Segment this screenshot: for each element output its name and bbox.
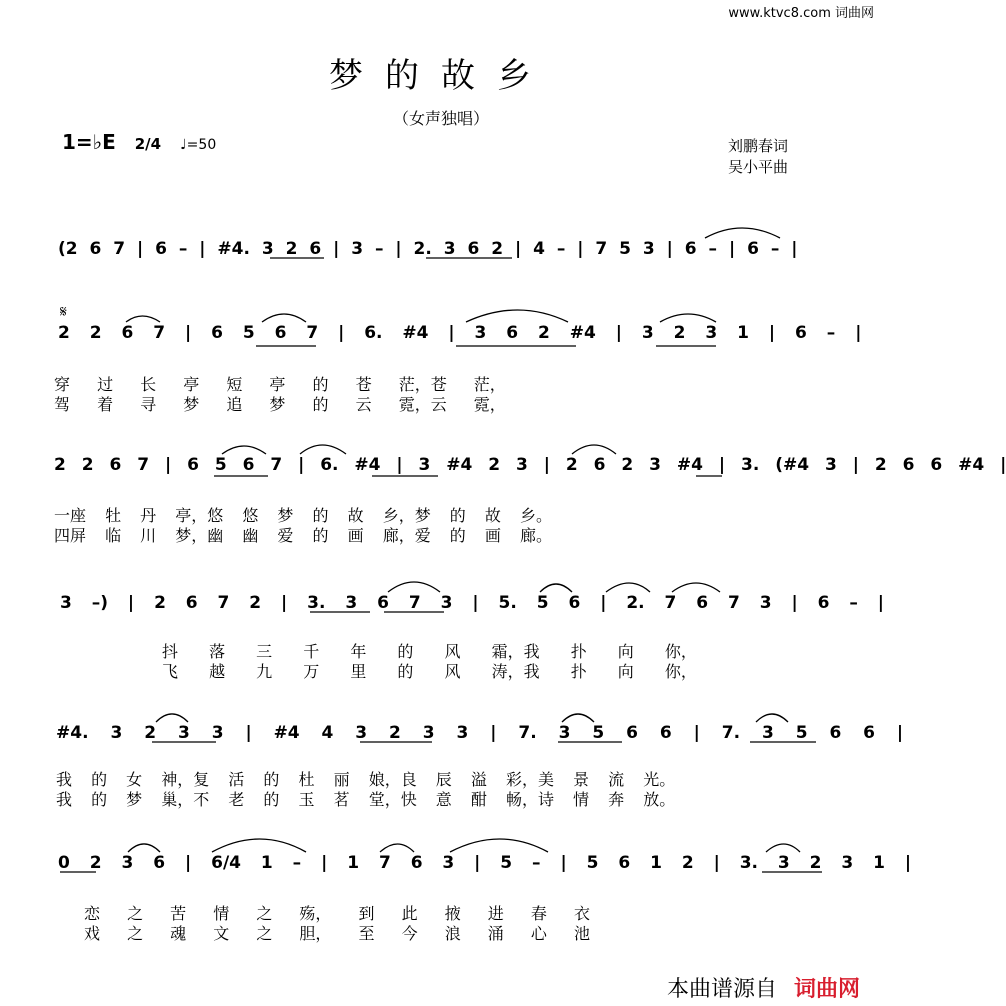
staff-line-4-notes: 3 –) | 2 6 7 2 | 3. 3 6 7 3 | 5. 5 6 | 2. 7 6 7 3 | 6 – | <box>60 593 885 613</box>
watermark-top: www.ktvc8.com 词曲网 <box>728 6 874 21</box>
staff-line-1-notes: (2 6 7 | 6 – | #4. 3 2 6 | 3 – | 2. 3 6 2 | 4 – | 7 5 3 | 6 – | 6 – | <box>58 239 798 259</box>
song-subtitle: （女声独唱） <box>392 109 489 128</box>
source-watermark-brand: 词曲网 <box>793 977 860 1002</box>
lyricist: 刘鹏春词 <box>728 137 789 155</box>
staff-line-5-lyric-2: 我 的 梦 巢，不 老 的 玉 茗 堂，快 意 酣 畅，诗 情 奔 放。 <box>56 790 676 809</box>
staff-line-5-lyric-1: 我 的 女 神，复 活 的 杜 丽 娘，良 辰 溢 彩，美 景 流 光。 <box>56 770 676 789</box>
credits <box>728 136 788 178</box>
composer: 吴小平曲 <box>728 158 789 176</box>
staff-line-3-lyric-1: 一座 牡 丹 亭，悠 悠 梦 的 故 乡，梦 的 故 乡。 <box>54 506 552 525</box>
staff-line-4-lyric-1: 抖 落 三 千 年 的 风 霜，我 扑 向 你， <box>162 642 697 661</box>
staff-line-2-lyric-2: 驾 着 寻 梦 追 梦 的 云 霓，云 霓， <box>54 395 506 414</box>
segno-sign: 𝄋 <box>60 302 67 321</box>
staff-line-6-lyric-1: 恋 之 苦 情 之 殇， 到 此 掖 进 春 衣 <box>84 904 590 923</box>
key-signature-block <box>62 130 216 154</box>
staff-line-3-notes: 2 2 6 7 | 6 5 6 7 | 6. #4 | 3 #4 2 3 | 2 6 2 3 #4 | 3. (#4 3 | 2 6 6 #4 | <box>54 455 1006 475</box>
tempo: ♩=50 <box>180 137 217 153</box>
key-signature: 1=♭E <box>62 130 116 154</box>
staff-line-6-lyric-2: 戏 之 魂 文 之 胆， 至 今 浪 涌 心 池 <box>84 924 590 943</box>
staff-line-2-lyric-1: 穿 过 长 亭 短 亭 的 苍 茫，苍 茫， <box>54 375 506 394</box>
source-watermark <box>667 972 860 1003</box>
staff-line-2-notes: 2 2 6 7 | 6 5 6 7 | 6. #4 | 3 6 2 #4 | 3 2 3 1 | 6 – | <box>58 323 862 343</box>
staff-line-4-lyric-2: 飞 越 九 万 里 的 风 涛，我 扑 向 你， <box>162 662 697 681</box>
song-title: 梦的故乡 <box>329 56 553 96</box>
staff-line-5-notes: #4. 3 2 3 3 | #4 4 3 2 3 3 | 7. 3 5 6 6 | 7. 3 5 6 6 | <box>56 723 904 743</box>
source-watermark-prefix: 本曲谱源自 <box>666 977 777 1002</box>
staff-line-3-lyric-2: 四屏 临 川 梦，幽 幽 爱 的 画 廊，爱 的 画 廊。 <box>54 526 552 545</box>
time-signature: 2/4 <box>134 135 162 153</box>
staff-line-6-notes: 0 2 3 6 | 6/4 1 – | 1 7 6 3 | 5 – | 5 6 1 2 | 3. 3 2 3 1 | <box>58 853 912 873</box>
